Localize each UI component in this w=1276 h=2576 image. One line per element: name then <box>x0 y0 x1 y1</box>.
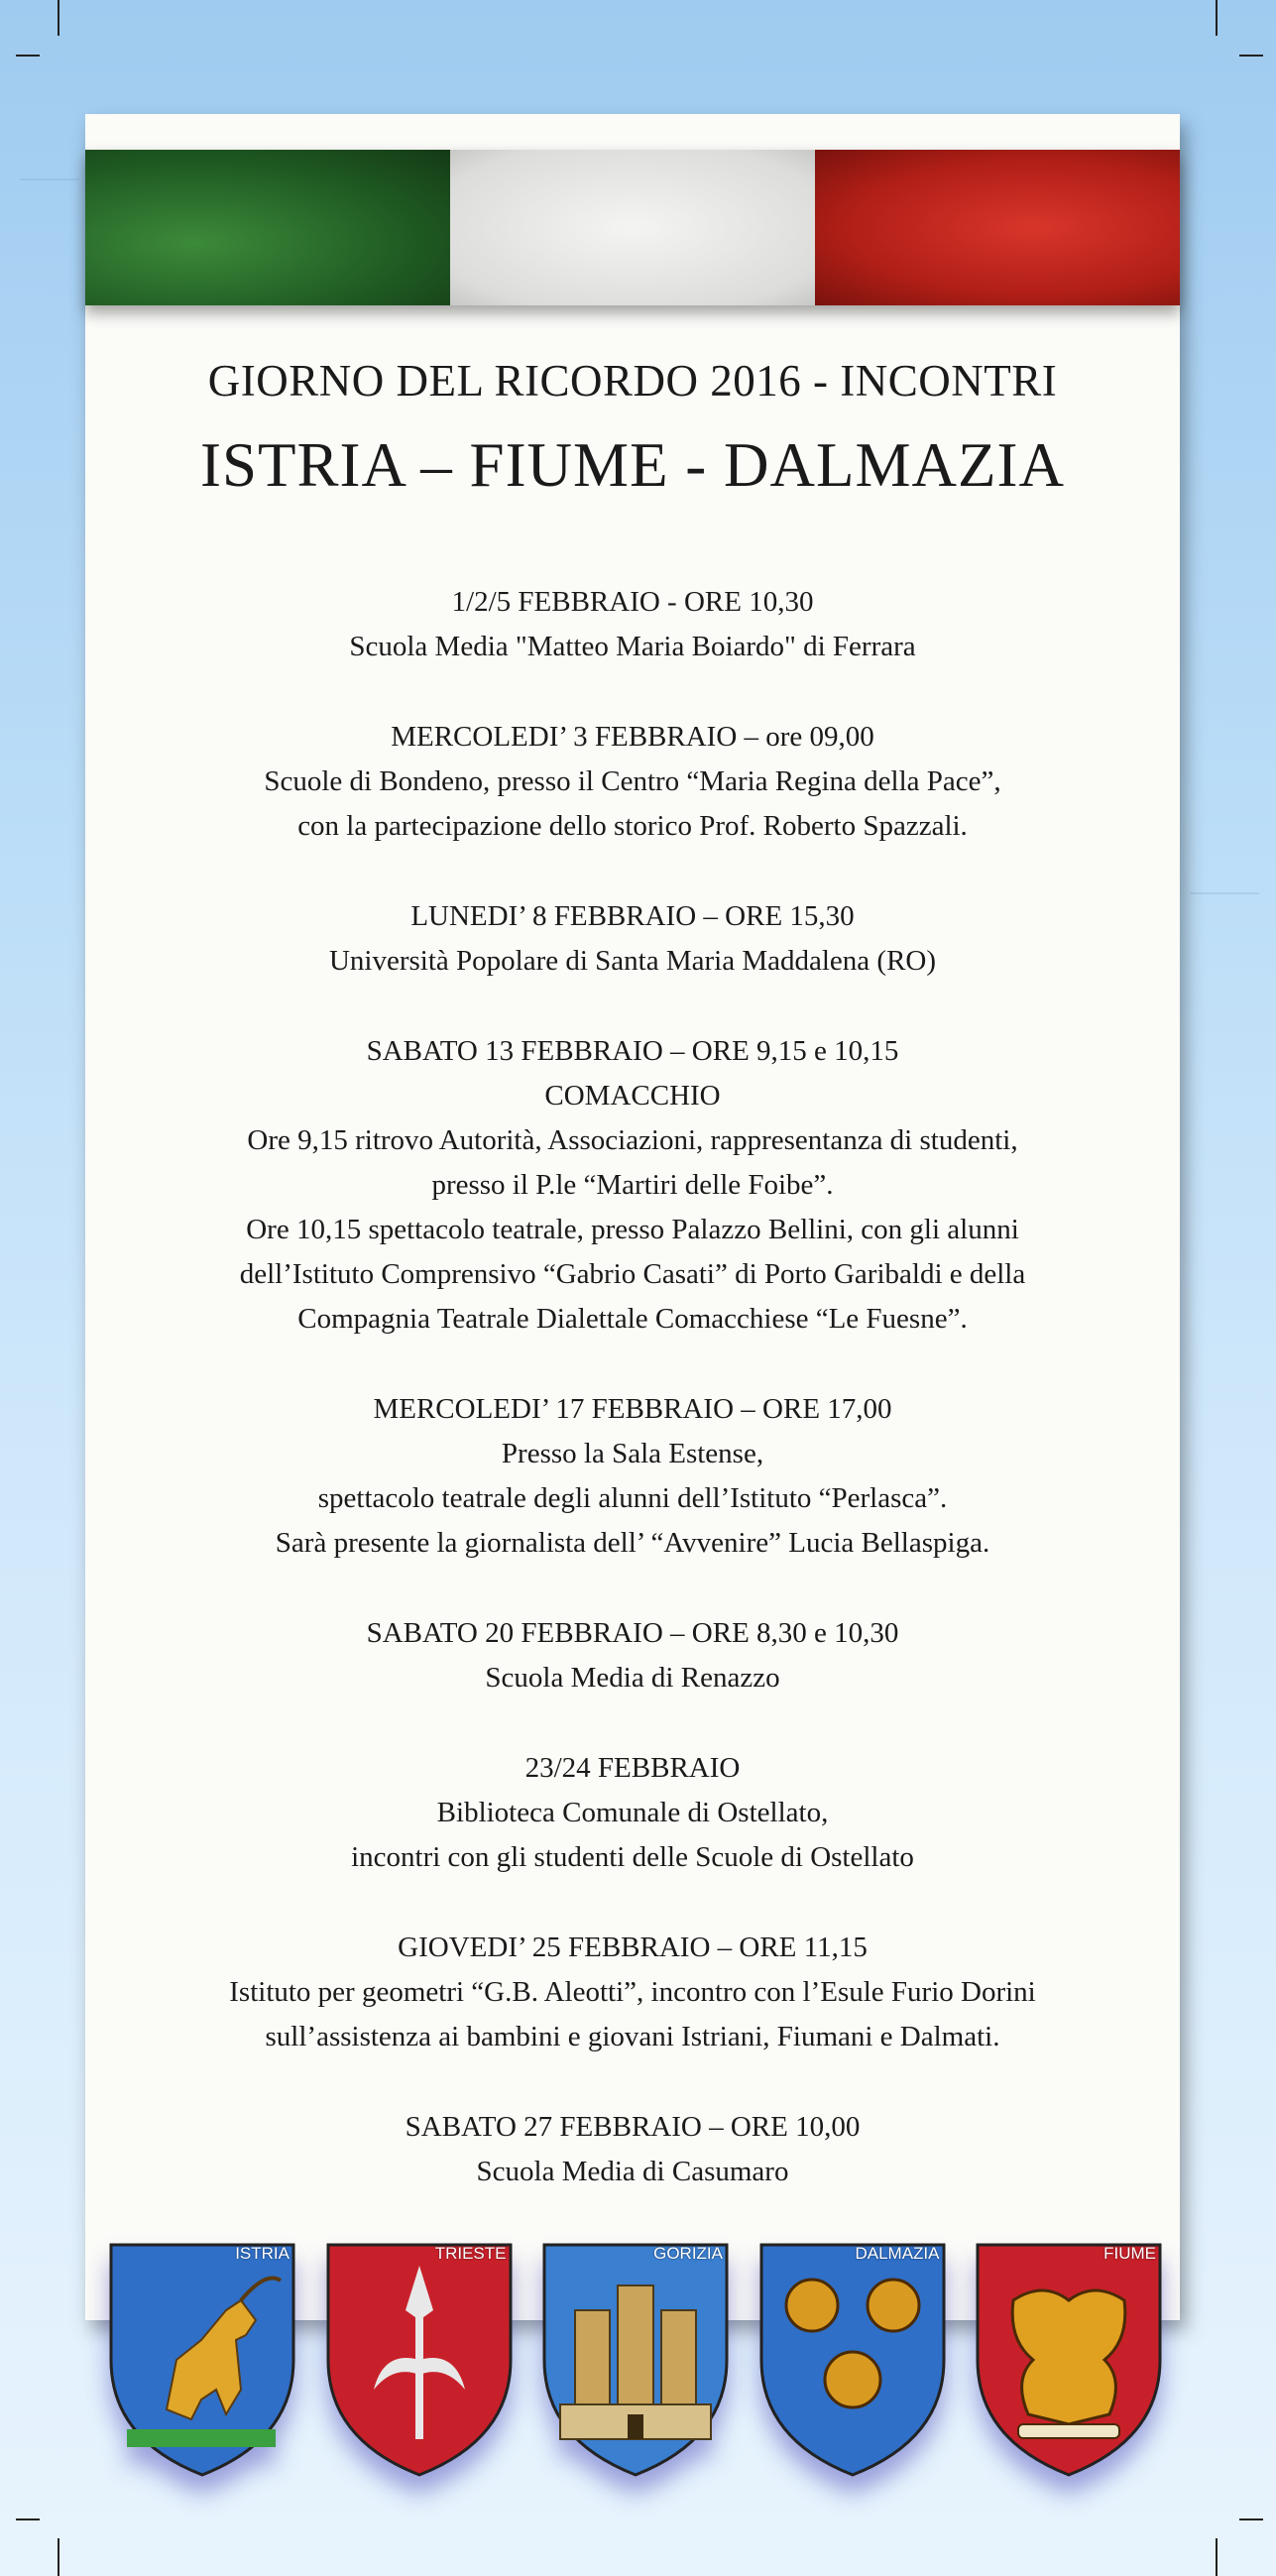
crop-mark <box>16 55 40 57</box>
goat-icon <box>107 2241 297 2479</box>
map-background-line <box>20 178 79 180</box>
event-detail-line: COMACCHIO <box>544 1080 721 1112</box>
events-list <box>85 580 1180 2240</box>
event-date-time: LUNEDI’ 8 FEBBRAIO – ORE 15,30 <box>410 900 855 932</box>
event-detail-line: Ore 9,15 ritrovo Autorità, Associazioni, rappresentanza di studenti, <box>247 1124 1018 1156</box>
event-detail-line: Biblioteca Comunale di Ostellato, <box>436 1797 829 1828</box>
crop-mark <box>1239 2518 1263 2520</box>
coat-of-arms-dalmazia <box>757 2241 948 2479</box>
event-detail-line: Compagnia Teatrale Dialettale Comacchiese “Le Fuesne”. <box>297 1303 968 1335</box>
coat-of-arms-label: ISTRIA <box>235 2244 290 2263</box>
coat-of-arms-trieste <box>324 2241 515 2479</box>
coat-of-arms-gorizia <box>540 2241 731 2479</box>
flag-white-stripe <box>450 150 815 305</box>
event-block <box>85 1387 1180 1566</box>
event-block <box>85 1746 1180 1880</box>
event-detail-line: sull’assistenza ai bambini e giovani Istriani, Fiumani e Dalmati. <box>265 2021 1000 2052</box>
event-detail-line: Istituto per geometri “G.B. Aleotti”, incontro con l’Esule Furio Dorini <box>229 1976 1036 2008</box>
event-date-time: SABATO 13 FEBBRAIO – ORE 9,15 e 10,15 <box>366 1035 899 1067</box>
crop-mark <box>1216 2538 1218 2576</box>
coat-of-arms-label: FIUME <box>1103 2244 1156 2263</box>
event-detail-line: presso il P.le “Martiri delle Foibe”. <box>431 1169 834 1201</box>
flag-green-stripe <box>85 150 450 305</box>
event-detail-line: con la partecipazione dello storico Prof. Roberto Spazzali. <box>297 810 968 842</box>
event-detail-line: Scuola Media "Matteo Maria Boiardo" di Ferrara <box>349 631 916 662</box>
event-date-time: 1/2/5 FEBBRAIO - ORE 10,30 <box>451 586 814 618</box>
event-block <box>85 580 1180 669</box>
event-block <box>85 2105 1180 2194</box>
event-date-time: SABATO 27 FEBBRAIO – ORE 10,00 <box>405 2111 861 2143</box>
event-block <box>85 1611 1180 1700</box>
coat-of-arms-istria <box>107 2241 297 2479</box>
poster-subtitle: ISTRIA – FIUME - DALMAZIA <box>200 430 1065 500</box>
event-detail-line: spettacolo teatrale degli alunni dell’Istituto “Perlasca”. <box>317 1482 948 1514</box>
event-detail-line: Università Popolare di Santa Maria Maddalena (RO) <box>328 945 937 977</box>
coats-of-arms-row <box>107 2241 1164 2479</box>
coat-of-arms-label: GORIZIA <box>653 2244 723 2263</box>
event-date-time: MERCOLEDI’ 3 FEBBRAIO – ore 09,00 <box>391 721 874 753</box>
halberd-icon <box>324 2241 515 2479</box>
coat-of-arms-label: DALMAZIA <box>855 2244 940 2263</box>
event-block <box>85 894 1180 984</box>
event-date-time: SABATO 20 FEBBRAIO – ORE 8,30 e 10,30 <box>366 1617 899 1649</box>
event-date-time: MERCOLEDI’ 17 FEBBRAIO – ORE 17,00 <box>373 1393 892 1425</box>
event-detail-line: Ore 10,15 spettacolo teatrale, presso Palazzo Bellini, con gli alunni <box>246 1214 1019 1245</box>
coat-of-arms-fiume <box>974 2241 1164 2479</box>
poster-title: GIORNO DEL RICORDO 2016 - INCONTRI <box>207 356 1058 406</box>
poster-paper <box>85 114 1180 2320</box>
castle-icon <box>540 2241 731 2479</box>
crop-mark <box>1239 55 1263 57</box>
event-date-time: GIOVEDI’ 25 FEBBRAIO – ORE 11,15 <box>398 1932 868 1963</box>
italian-flag-banner <box>85 150 1180 305</box>
event-detail-line: Scuola Media di Casumaro <box>476 2156 789 2187</box>
event-detail-line: incontri con gli studenti delle Scuole di Ostellato <box>351 1841 914 1873</box>
event-block <box>85 1029 1180 1342</box>
coat-of-arms-label: TRIESTE <box>434 2244 507 2263</box>
event-block <box>85 1926 1180 2059</box>
event-detail-line: Sarà presente la giornalista dell’ “Avvenire” Lucia Bellaspiga. <box>275 1527 990 1559</box>
leopard-heads-icon <box>757 2241 948 2479</box>
crop-mark <box>58 0 59 36</box>
map-background-line <box>1190 892 1259 894</box>
event-detail-line: dell’Istituto Comprensivo “Gabrio Casati” di Porto Garibaldi e della <box>239 1258 1026 1290</box>
crop-mark <box>58 2538 59 2576</box>
flag-red-stripe <box>815 150 1180 305</box>
event-detail-line: Scuole di Bondeno, presso il Centro “Maria Regina della Pace”, <box>264 765 1001 797</box>
event-detail-line: Scuola Media di Renazzo <box>485 1662 780 1694</box>
event-detail-line: Presso la Sala Estense, <box>501 1438 764 1469</box>
crop-mark <box>16 2518 40 2520</box>
event-date-time: 23/24 FEBBRAIO <box>524 1752 741 1784</box>
eagle-icon <box>974 2241 1164 2479</box>
crop-mark <box>1216 0 1218 36</box>
event-block <box>85 715 1180 849</box>
